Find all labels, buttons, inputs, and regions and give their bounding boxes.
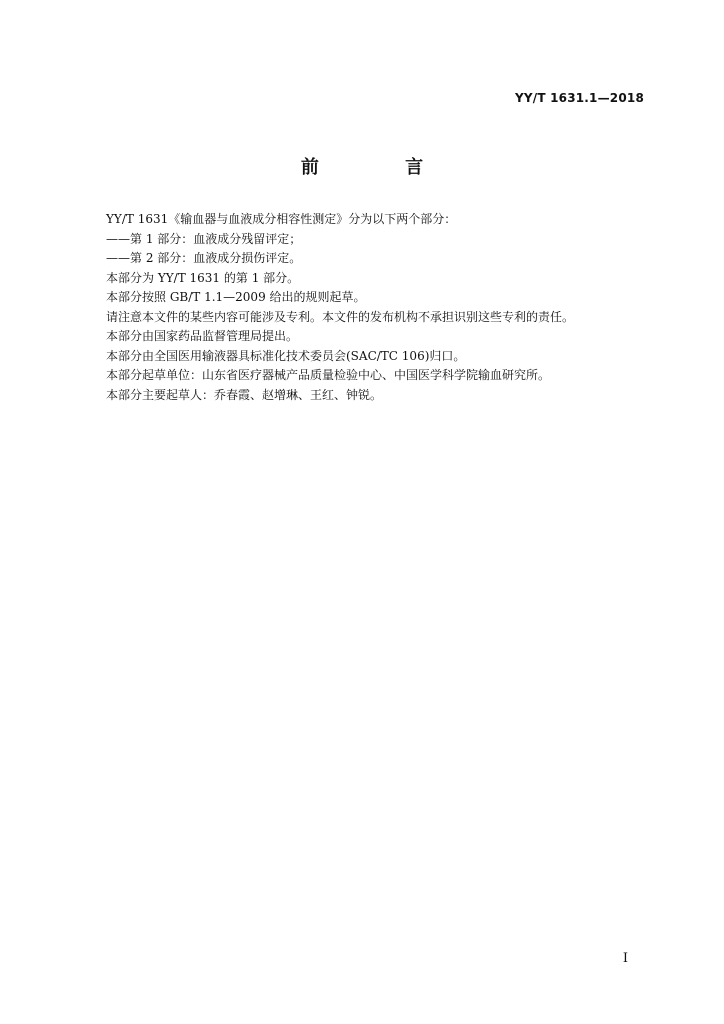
paragraph: 本部分由全国医用输液器具标准化技术委员会(SAC/TC 106)归口。 — [106, 348, 466, 363]
paragraph: ——第 2 部分：血液成分损伤评定。 — [106, 251, 302, 265]
paragraph: 本部分按照 GB/T 1.1—2009 给出的规则起草。 — [106, 290, 366, 304]
standard-code: YY/T 1631.1—2018 — [514, 91, 644, 105]
page-title: 前 言 — [300, 157, 464, 178]
paragraph: 本部分由国家药品监督管理局提出。 — [106, 329, 299, 343]
paragraph: 本部分主要起草人：乔春霞、赵增琳、王红、钟锐。 — [106, 387, 383, 402]
paragraph: ——第 1 部分：血液成分残留评定； — [106, 231, 302, 246]
page-number: I — [622, 951, 628, 966]
paragraph: YY/T 1631《输血器与血液成分相容性测定》分为以下两个部分： — [106, 212, 457, 226]
foreword-body — [106, 210, 646, 405]
paragraph: 请注意本文件的某些内容可能涉及专利。本文件的发布机构不承担识别这些专利的责任。 — [106, 309, 575, 324]
paragraph: 本部分为 YY/T 1631 的第 1 部分。 — [106, 270, 300, 285]
paragraph: 本部分起草单位：山东省医疗器械产品质量检验中心、中国医学科学院输血研究所。 — [106, 368, 551, 382]
